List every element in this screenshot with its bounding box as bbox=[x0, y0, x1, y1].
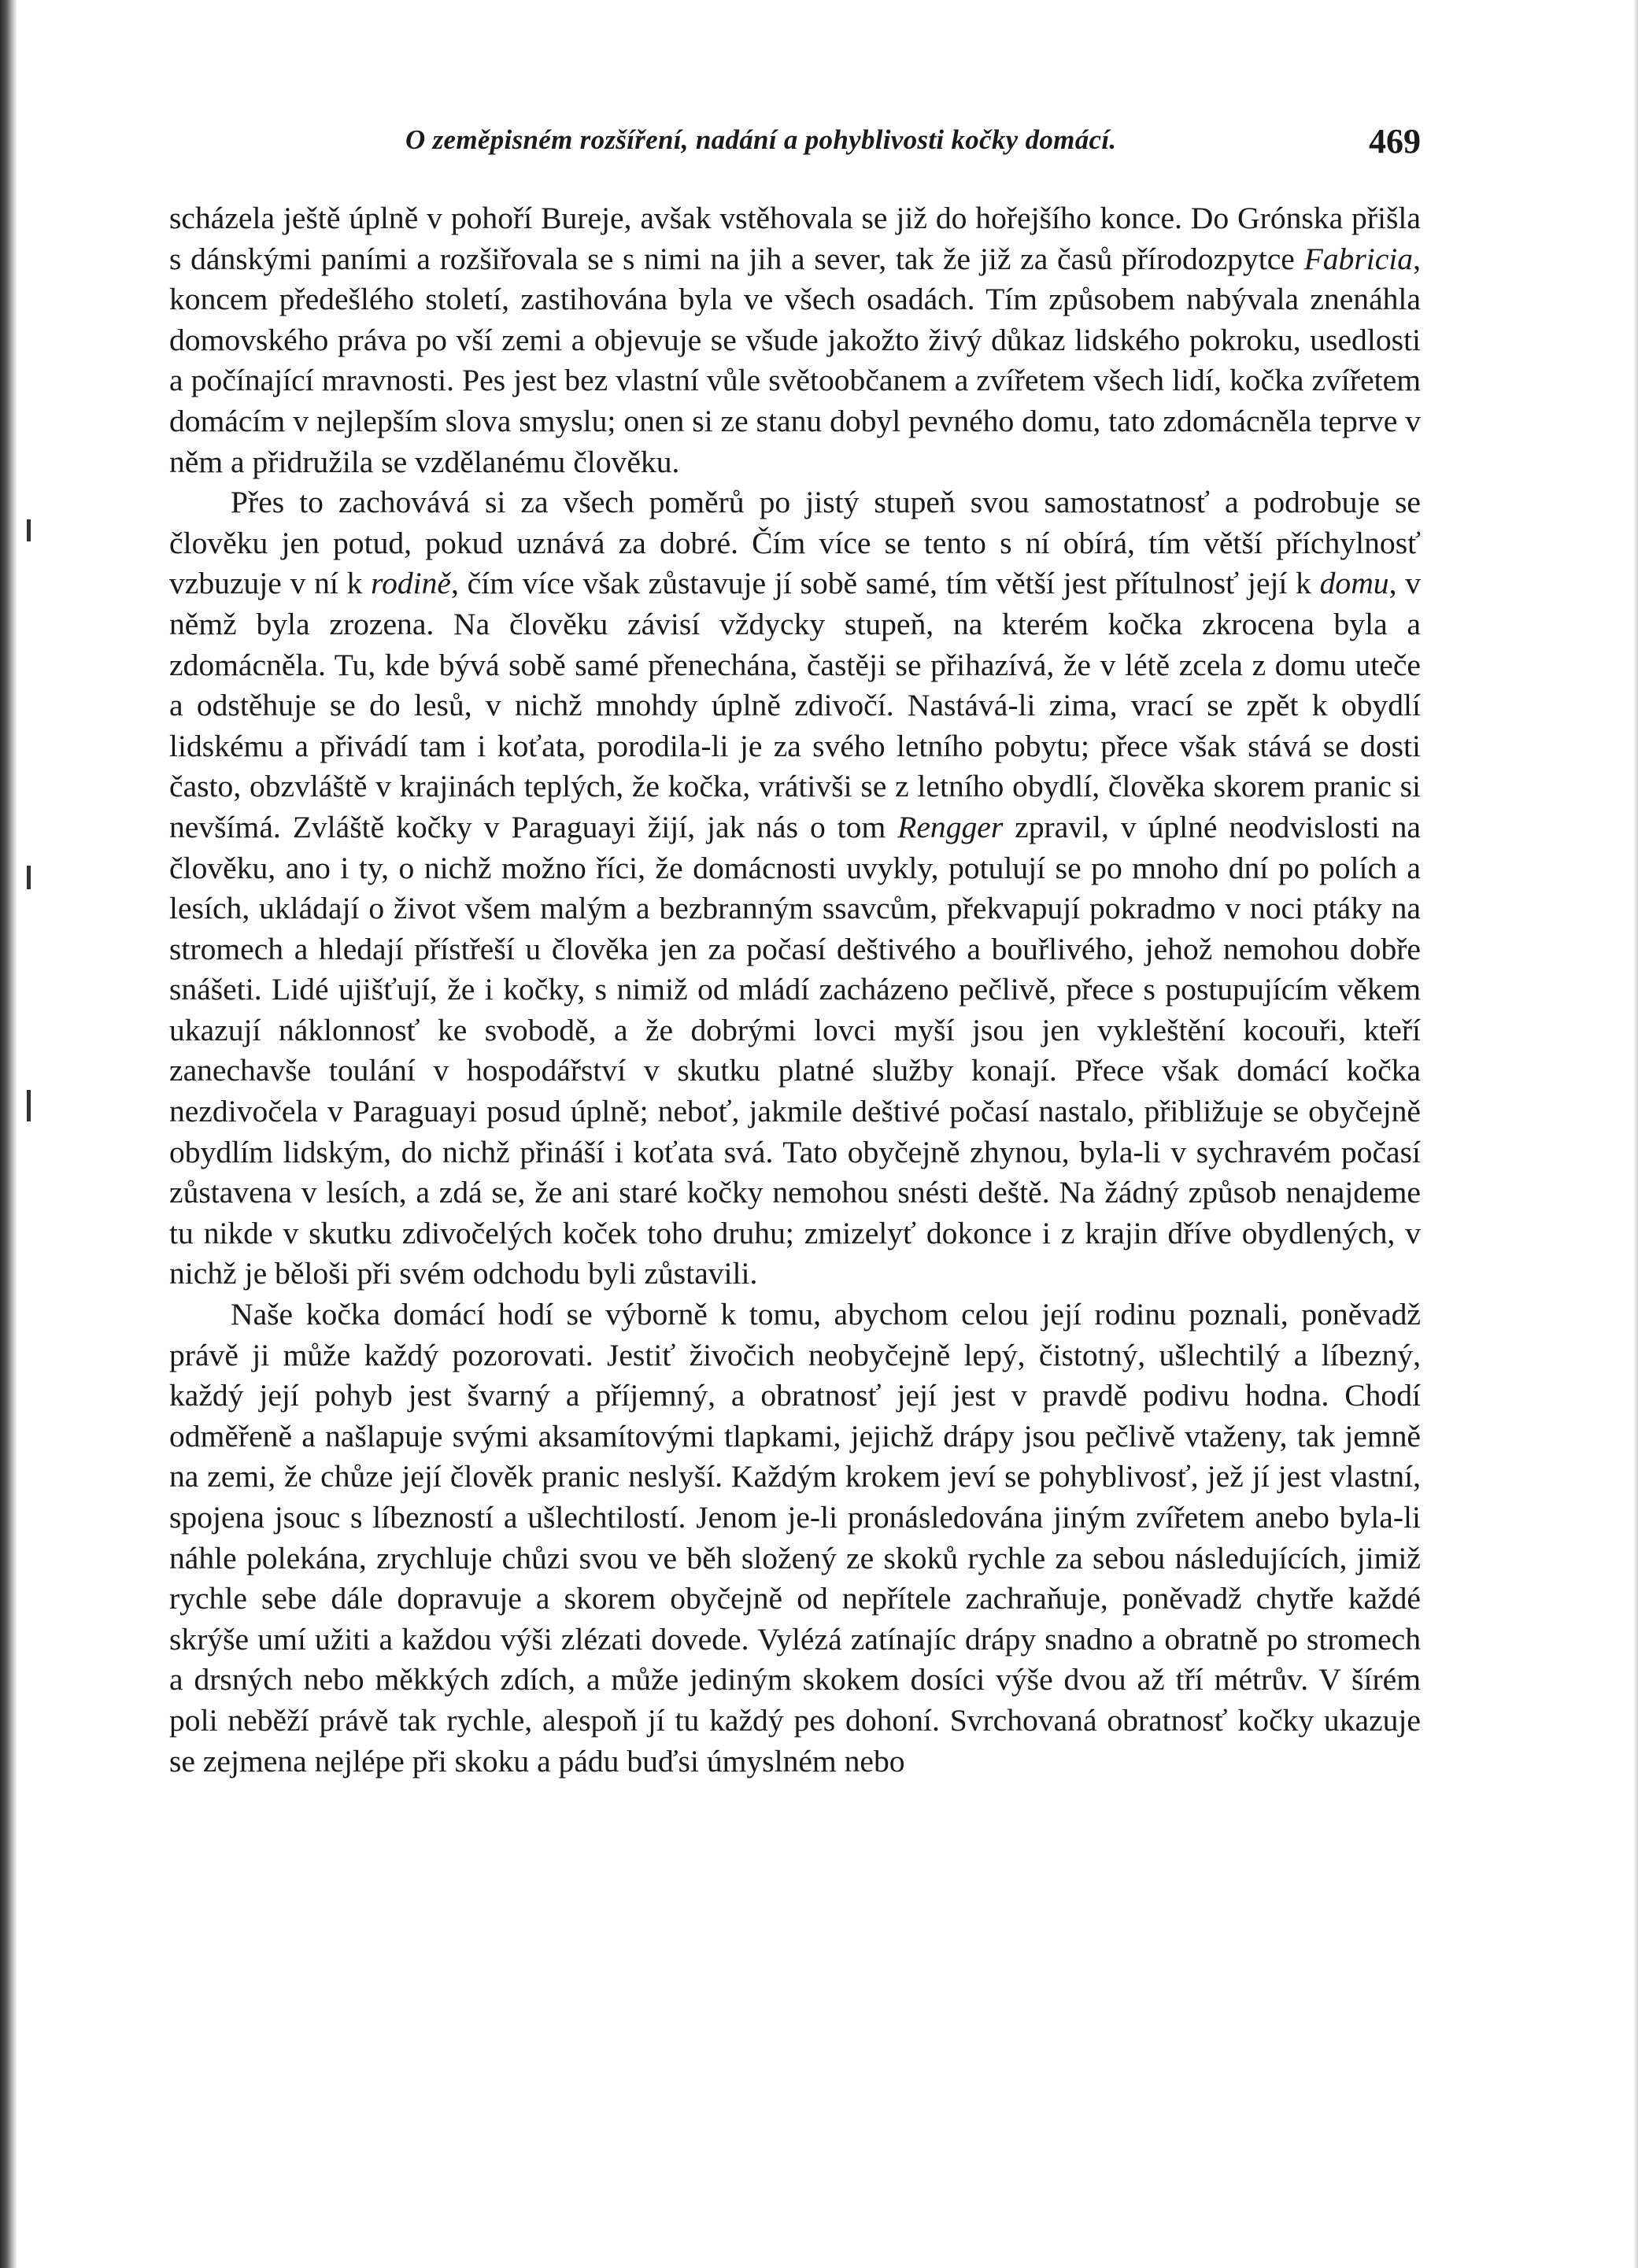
text-run: Přes to zachovává si za všech poměrů po jistý stupeň svou samostatnosť a podrobuje se člověku jen potud, pokud uznává za dobré. Čím více se tento s ní obírá, tím větší příchylnosť vzbuzuje v ní k bbox=[169, 485, 1421, 601]
italic-term: domu bbox=[1319, 566, 1389, 601]
italic-term: Rengger bbox=[897, 809, 1004, 844]
running-title: O zeměpisném rozšíření, nadání a pohyblivosti kočky domácí. bbox=[405, 124, 1117, 155]
paragraph bbox=[169, 198, 1421, 482]
paragraph bbox=[169, 482, 1421, 1295]
scan-left-edge bbox=[0, 0, 17, 2268]
book-page bbox=[169, 118, 1421, 1782]
body-text bbox=[169, 198, 1421, 1782]
margin-mark bbox=[27, 1090, 31, 1121]
text-run: scházela ještě úplně v pohoří Bureje, avšak vstěhovala se již do hořejšího konce. Do Grónska přišla s dánskými paními a rozšiřovala se s nimi na jih a sever, tak že již za časů přírodozpytce bbox=[169, 201, 1421, 276]
text-run: , koncem předešlého století, zastihována byla ve všech osadách. Tím způsobem nabývala znenáhla domovského práva po vší zemi a objevuje se všude jakožto živý důkaz lidského pokroku, usedlosti a počínající mravnosti. Pes jest bez vlastní vůle světoobčanem a zvířetem všech lidí, kočka zvířetem domácím v nejlepším slova smyslu; onen si ze stanu dobyl pevného domu, tato zdomácněla teprve v něm a přidružila se vzdělanému člověku. bbox=[169, 241, 1421, 479]
page-number: 469 bbox=[1369, 122, 1421, 161]
text-run: , v němž byla zrozena. Na člověku závisí vždycky stupeň, na kterém kočka zkrocena byla a zdomácněla. Tu, kde bývá sobě samé přenechána, častěji se přihazívá, že v létě zcela z domu uteče a odstěhuje se do lesů, v nichž mnohdy úplně zdivočí. Nastává-li zima, vrací se zpět k obydlí lidskému a přivádí tam i koťata, porodila-li je za svého letního pobytu; přece však stává se dosti často, obzvláště v krajinách teplých, že kočka, vrátivši se z letního obydlí, člověka skorem pranic si nevšímá. Zvláště kočky v Paraguayi žijí, jak nás o tom bbox=[169, 566, 1422, 844]
italic-term: Fabricia bbox=[1303, 241, 1414, 276]
italic-term: rodině bbox=[371, 566, 452, 601]
scan-right-edge bbox=[1633, 0, 1638, 2268]
margin-mark bbox=[27, 866, 31, 889]
page-header bbox=[169, 118, 1421, 173]
text-run: , čím více však zůstavuje jí sobě samé, tím větší jest přítulnosť její k bbox=[451, 566, 1320, 601]
margin-mark bbox=[27, 519, 31, 541]
paragraph bbox=[169, 1295, 1421, 1782]
text-run: zpravil, v úplné neodvislosti na člověku, ano i ty, o nichž možno říci, že domácnosti uvykly, potulují se po mnoho dní po polích a lesích, ukládají o život všem malým a bezbranným ssavcům, překvapují pokradmo v noci ptáky na stromech a hledají přístřeší u člověka jen za počasí deštivého a bouřlivého, jehož nemohou dobře snášeti. Lidé ujišťují, že i kočky, s nimiž od mládí zacházeno pečlivě, přece s postupujícím věkem ukazují náklonnosť ke svobodě, a že dobrými lovci myší jsou jen vykleštění kocouři, kteří zanechavše toulání v hospodářství v skutku platné služby konají. Přece však domácí kočka nezdivočela v Paraguayi posud úplně; neboť, jakmile deštivé počasí nastalo, přibližuje se obyčejně obydlím lidským, do nichž přináší i koťata svá. Tato obyčejně zhynou, byla-li v sychravém počasí zůstavena v lesích, a zdá se, že ani staré kočky nemohou snésti deště. Na žádný způsob nenajdeme tu nikde v skutku zdivočelých koček toho druhu; zmizelyť dokonce i z krajin dříve obydlených, v nichž je běloši při svém odchodu byli zůstavili. bbox=[169, 809, 1421, 1291]
text-run: Naše kočka domácí hodí se výborně k tomu, abychom celou její rodinu poznali, poněvadž právě ji může každý pozorovati. Jestiť živočich neobyčejně lepý, čistotný, ušlechtilý a líbezný, každý její pohyb jest švarný a příjemný, a obratnosť její jest v pravdě podivu hodna. Chodí odměřeně a našlapuje svými aksamítovými tlapkami, jejichž drápy jsou pečlivě vtaženy, tak jemně na zemi, že chůze její člověk pranic neslyší. Každým krokem jeví se pohyblivosť, jež jí jest vlastní, spojena jsouc s líbezností a ušlechtilostí. Jenom je-li pronásledována jiným zvířetem anebo byla-li náhle polekána, zrychluje chůzi svou ve běh složený ze skoků rychle za sebou následujících, jimiž rychle sebe dále dopravuje a skorem obyčejně od nepřítele zachraňuje, poněvadž chytře každé skrýše umí užiti a každou výši zlézati dovede. Vylézá zatínajíc drápy snadno a obratně po stromech a drsných nebo měkkých zdích, a může jediným skokem dosíci výše dvou až tří métrův. V šírém poli neběží právě tak rychle, alespoň jí tu každý pes dohoní. Svrchovaná obratnosť kočky ukazuje se zejmena nejlépe při skoku a pádu buďsi úmyslném nebo bbox=[169, 1297, 1421, 1779]
